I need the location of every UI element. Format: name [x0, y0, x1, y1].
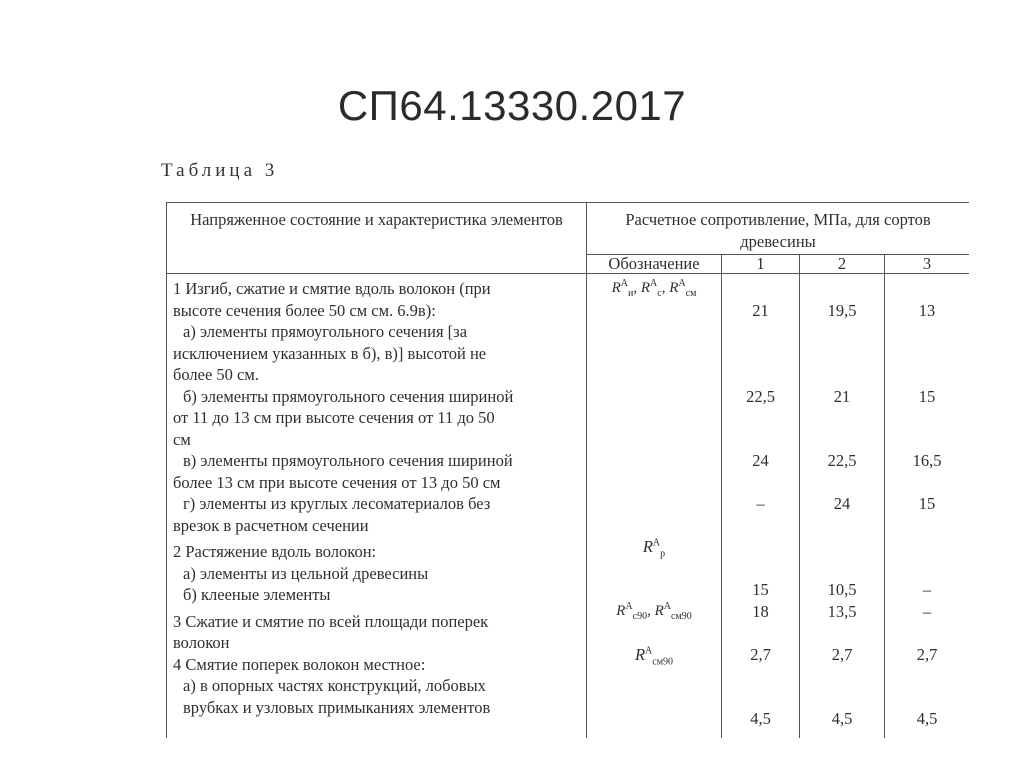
grade-1-value [722, 665, 799, 687]
section-2-description [173, 541, 580, 606]
grade-3-value: 2,7 [916, 644, 938, 664]
grade-3-value [885, 515, 969, 537]
grade-3-value: 15 [918, 494, 936, 513]
grade-2-value [800, 343, 884, 365]
grade-2-value [800, 407, 884, 429]
grade-2-value: 10,5 [827, 580, 857, 599]
description-line: врезок в расчетном сечении [173, 515, 369, 535]
symbol-s3: $R^А_{с90}$, $R^А_{см90}$ [616, 600, 692, 622]
grade-2-value: 24 [833, 494, 851, 513]
grade-2-value [800, 472, 884, 494]
grade-3-value [885, 687, 969, 709]
grade-1-value [722, 364, 799, 386]
description-line: см [173, 429, 191, 449]
symbol-s4: $R^А_{см90}$ [634, 644, 674, 667]
section-4-description [173, 654, 580, 719]
description-line: более 13 см при высоте сечения от 13 до 50 см [173, 472, 501, 492]
grade-1-value [722, 278, 799, 300]
grade-3-values [885, 274, 970, 739]
grade-1-value: – [756, 494, 765, 513]
description-line: 1 Изгиб, сжатие и смятие вдоль волокон (при [173, 279, 491, 298]
grade-1-values [722, 274, 800, 739]
grade-3-value [885, 558, 969, 580]
grade-2-value [800, 278, 884, 300]
header-row-1 [167, 203, 970, 255]
grade-1-value [722, 343, 799, 365]
header-grade-2: 2 [800, 255, 885, 274]
grade-2-value: 13,5 [827, 601, 857, 621]
grade-3-value: – [922, 580, 932, 599]
grade-2-value: 19,5 [827, 300, 857, 320]
grade-1-value [722, 730, 799, 739]
grade-1-value: 4,5 [750, 709, 771, 728]
grade-3-value [885, 321, 969, 343]
grade-2-value [800, 687, 884, 709]
grade-3-value [885, 343, 969, 365]
grade-1-value [722, 558, 799, 580]
grade-2-values [800, 274, 885, 739]
grade-2-value [800, 429, 884, 451]
description-line: а) элементы из цельной древесины [183, 563, 429, 583]
grade-1-value: 24 [752, 451, 769, 470]
grade-2-value: 2,7 [831, 644, 853, 664]
grade-1-value: 2,7 [750, 644, 771, 664]
header-state: Напряженное состояние и характеристика элементов [167, 203, 587, 274]
grade-1-value: 18 [752, 601, 769, 621]
grade-1-value [722, 515, 799, 537]
description-line: врубках и узловых примыканиях элементов [183, 697, 491, 717]
resistance-table [166, 202, 969, 738]
grade-3-value: – [922, 601, 932, 621]
grade-1-value [722, 472, 799, 494]
header-grade-3: 3 [885, 255, 970, 274]
grade-3-value: 16,5 [912, 451, 942, 470]
grade-2-value: 22,5 [827, 451, 857, 470]
description-line: 2 Растяжение вдоль волокон: [173, 542, 377, 561]
grade-2-value: 21 [833, 386, 851, 406]
grade-2-value [800, 665, 884, 687]
description-line: высоте сечения более 50 см см. 6.9в): [173, 300, 436, 320]
description-line: 4 Смятие поперек волокон местное: [173, 654, 426, 674]
grade-1-value [722, 407, 799, 429]
description-line: исключением указанных в б), в)] высотой не [173, 343, 487, 363]
description-line: более 50 см. [173, 365, 259, 384]
table-row [167, 274, 970, 739]
grade-1-value [722, 321, 799, 343]
header-designation: Обозначение [587, 255, 722, 274]
table-caption: Таблица 3 [161, 160, 279, 181]
grade-1-value [722, 429, 799, 451]
grade-3-value [885, 407, 969, 429]
description-line: от 11 до 13 см при высоте сечения от 11 до 50 [173, 408, 495, 427]
description-line: а) в опорных частях конструкций, лобовых [183, 676, 486, 695]
description-line: б) клееные элементы [183, 585, 331, 604]
section-3-description [173, 611, 580, 654]
grade-3-value: 4,5 [916, 709, 938, 728]
grade-1-value: 15 [752, 580, 769, 599]
grade-2-value [800, 730, 884, 739]
symbol-s2: $R^А_р$ [642, 537, 666, 560]
description-cell [167, 274, 587, 739]
description-line: а) элементы прямоугольного сечения [за [183, 322, 468, 341]
grade-1-value [722, 687, 799, 709]
grade-2-value [800, 364, 884, 386]
grade-2-value: 4,5 [831, 709, 853, 728]
grade-3-value: 15 [918, 386, 936, 406]
grade-3-value [885, 278, 969, 300]
grade-1-value: 22,5 [746, 386, 775, 406]
grade-2-value [800, 321, 884, 343]
table-frame [166, 202, 969, 738]
description-line: в) элементы прямоугольного сечения шириной [183, 451, 513, 470]
description-line: волокон [173, 633, 230, 652]
grade-3-value [885, 665, 969, 687]
grade-3-value [885, 429, 969, 451]
description-line: 3 Сжатие и смятие по всей площади поперек [173, 611, 489, 631]
designation-cell [587, 274, 722, 739]
description-line: г) элементы из круглых лесоматериалов без [183, 494, 491, 513]
header-grade-1: 1 [722, 255, 800, 274]
slide-title: СП64.13330.2017 [337, 82, 687, 129]
symbol-s1: $R^А_и$, $R^А_с$, $R^А_{см}$ [611, 278, 697, 299]
description-line: б) элементы прямоугольного сечения шириной [183, 386, 514, 406]
grade-3-value [885, 472, 969, 494]
section-1-description [173, 278, 580, 536]
grade-2-value [800, 515, 884, 537]
grade-3-value [885, 364, 969, 386]
header-resistance: Расчетное сопротивление, МПа, для сортов древесины [587, 203, 970, 255]
grade-2-value [800, 558, 884, 580]
grade-1-value: 21 [752, 300, 769, 320]
grade-3-value: 13 [918, 300, 936, 320]
grade-3-value [885, 730, 969, 739]
